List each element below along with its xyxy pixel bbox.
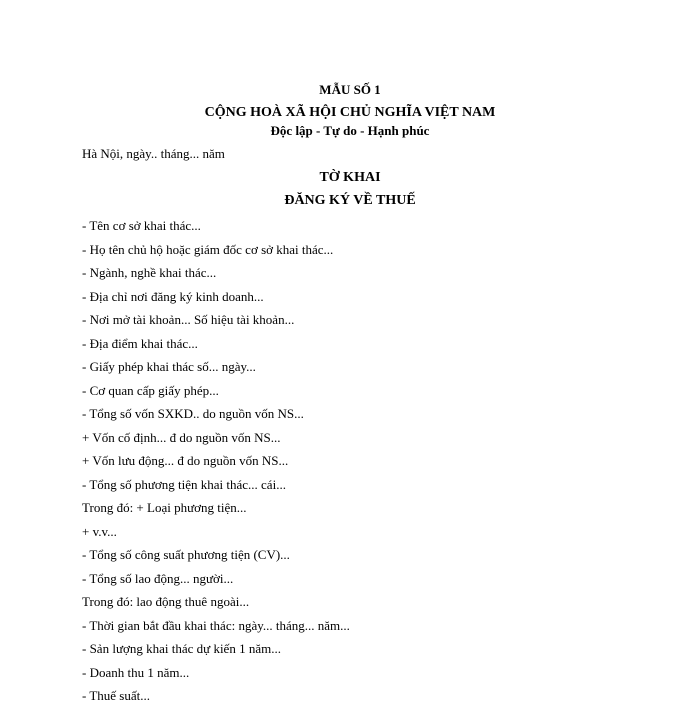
field-line: - Nơi mở tài khoản... Số hiệu tài khoản... bbox=[82, 312, 295, 327]
field-line: - Tổng số công suất phương tiện (CV)... bbox=[82, 547, 290, 562]
field-line: - Địa chỉ nơi đăng ký kinh doanh... bbox=[82, 288, 264, 304]
field-line: - Tổng số phương tiện khai thác... cái... bbox=[82, 476, 286, 492]
field-line: - Họ tên chủ hộ hoặc giám đốc cơ sở khai thác... bbox=[82, 241, 334, 257]
field-line: - Tổng số vốn SXKD.. do nguồn vốn NS... bbox=[82, 406, 304, 421]
field-line: - Cơ quan cấp giấy phép... bbox=[82, 382, 219, 398]
field-line: + Vốn cố định... đ do nguồn vốn NS... bbox=[82, 429, 281, 445]
field-line: - Thuế suất... bbox=[82, 688, 150, 703]
form-number: MẪU SỐ 1 bbox=[319, 82, 381, 97]
field-line: - Tên cơ sở khai thác... bbox=[82, 218, 201, 233]
national-title: CỘNG HOÀ XÃ HỘI CHỦ NGHĨA VIỆT NAM bbox=[204, 105, 496, 120]
field-line: - Sản lượng khai thác dự kiến 1 năm... bbox=[82, 641, 281, 656]
field-line: - Tổng số lao động... người... bbox=[82, 570, 234, 586]
document-title: TỜ KHAI bbox=[319, 170, 381, 185]
field-line: + Vốn lưu động... đ do nguồn vốn NS... bbox=[82, 453, 289, 468]
national-motto: Độc lập - Tự do - Hạnh phúc bbox=[270, 123, 430, 138]
field-line: + v.v... bbox=[82, 523, 117, 539]
place-date: Hà Nội, ngày.. tháng... năm bbox=[82, 146, 225, 161]
field-line: - Ngành, nghề khai thác... bbox=[82, 265, 217, 280]
declaration-fields bbox=[82, 216, 682, 710]
document-subtitle: ĐĂNG KÝ VỀ THUẾ bbox=[284, 193, 416, 208]
field-line: Trong đó: + Loại phương tiện... bbox=[82, 500, 247, 515]
field-line: - Thời gian bắt đầu khai thác: ngày... tháng... năm... bbox=[82, 617, 350, 633]
field-line: - Giấy phép khai thác số... ngày... bbox=[82, 359, 256, 374]
field-line: - Doanh thu 1 năm... bbox=[82, 664, 190, 680]
field-line: - Địa điểm khai thác... bbox=[82, 335, 198, 351]
field-line: Trong đó: lao động thuê ngoài... bbox=[82, 594, 250, 609]
